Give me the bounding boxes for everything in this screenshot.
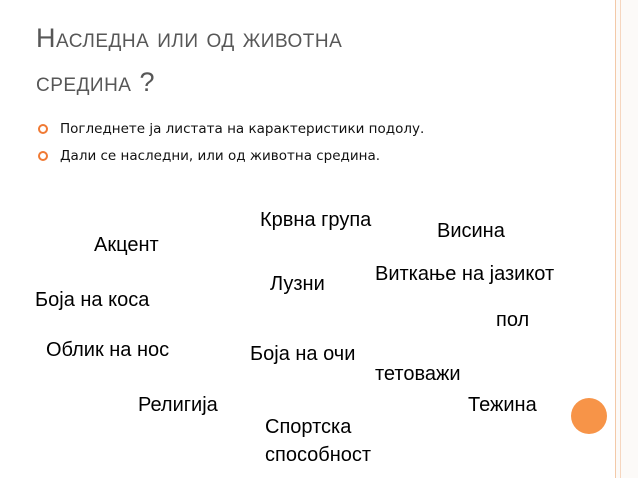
word-religija: Религија <box>138 394 218 416</box>
word-luzni: Лузни <box>270 273 325 295</box>
word-sposobnost: способност <box>265 444 372 466</box>
word-boja-ochi: Боја на очи <box>250 343 356 365</box>
word-tezhina: Тежина <box>468 394 537 416</box>
bullet-list <box>38 118 424 172</box>
word-sportska: Спортска <box>265 416 352 438</box>
title-line-2-text: средина <box>36 67 132 97</box>
word-krvna-grupa: Крвна група <box>260 209 372 231</box>
title-line-1: Наследна или од животна <box>36 23 343 53</box>
slide-title <box>36 16 576 104</box>
slide-right-border <box>615 0 638 478</box>
bullet-item <box>38 118 424 145</box>
word-tetovazhi: тетоважи <box>375 363 461 385</box>
word-vitkanje: Виткање на јазикот <box>375 263 555 285</box>
word-pol: пол <box>496 309 530 331</box>
title-question-mark: ? <box>139 67 156 97</box>
bullet-circle-icon <box>38 151 48 161</box>
bullet-text: Погледнете ја листата на карактеристики подолу. <box>60 121 425 137</box>
bullet-circle-icon <box>38 124 48 134</box>
word-visina: Висина <box>437 220 505 242</box>
title-line-2 <box>36 60 576 104</box>
bullet-item <box>38 145 424 172</box>
word-boja-kosa: Боја на коса <box>35 289 150 311</box>
word-oblik-nos: Облик на нос <box>46 339 170 361</box>
word-akcent: Акцент <box>94 234 159 256</box>
orange-circle-decoration <box>571 398 607 434</box>
bullet-text: Дали се наследни, или од животна средина. <box>60 148 381 164</box>
